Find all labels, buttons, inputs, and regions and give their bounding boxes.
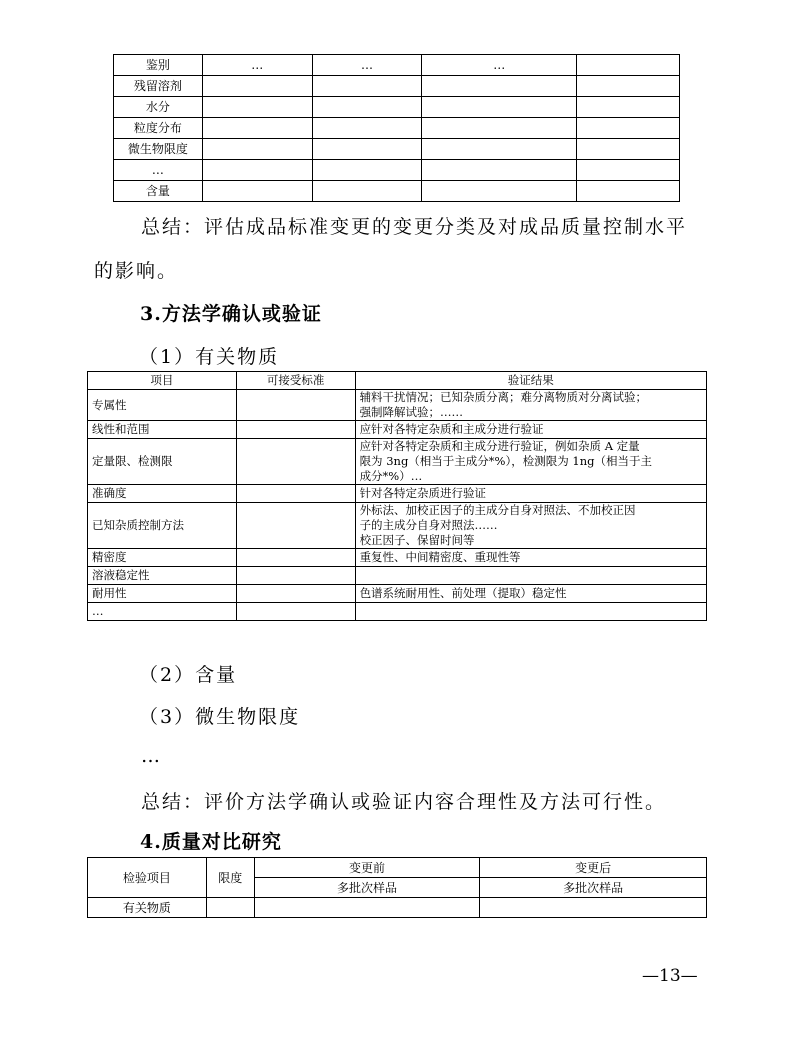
table-cell	[577, 118, 680, 139]
table-row	[88, 421, 707, 439]
table-cell	[355, 603, 706, 621]
table-cell: 辅料干扰情况；已知杂质分离；难分离物质对分离试验； 强制降解试验；……	[355, 390, 706, 421]
row-label: 准确度	[88, 485, 237, 503]
subsection-2-title: （2）含量	[139, 664, 238, 686]
section-4-heading: 4.质量对比研究	[140, 831, 282, 853]
table-cell: …	[312, 55, 422, 76]
table-row	[114, 76, 680, 97]
table-cell	[236, 585, 355, 603]
table-cell: 外标法、加校正因子的主成分自身对照法、不加校正因 子的主成分自身对照法…… 校正因子、保留时间等	[355, 503, 706, 549]
table-row	[88, 603, 707, 621]
ellipsis-line: …	[141, 745, 162, 767]
row-label: 耐用性	[88, 585, 237, 603]
table-row	[114, 160, 680, 181]
table-cell	[236, 390, 355, 421]
table-cell	[422, 118, 577, 139]
row-label: 鉴别	[114, 55, 203, 76]
table-cell	[236, 439, 355, 485]
table-cell	[355, 567, 706, 585]
table-row	[88, 503, 707, 549]
table-header-row	[88, 372, 707, 390]
table-row	[114, 139, 680, 160]
table-cell	[236, 567, 355, 585]
table-cell	[577, 97, 680, 118]
table-cell	[236, 549, 355, 567]
subheader-before-samples: 多批次样品	[254, 878, 480, 898]
table-row	[88, 585, 707, 603]
subheader-after-samples: 多批次样品	[480, 878, 707, 898]
table-cell: 应针对各特定杂质和主成分进行验证，例如杂质 A 定量 限为 3ng（相当于主成分*%），检测限为 1ng（相当于主 成分*%）…	[355, 439, 706, 485]
row-label: 水分	[114, 97, 203, 118]
row-label: 粒度分布	[114, 118, 203, 139]
subsection-3-title: （3）微生物限度	[139, 706, 301, 728]
table-cell	[202, 76, 312, 97]
row-label: 含量	[114, 181, 203, 202]
table-cell	[202, 97, 312, 118]
table-cell: 重复性、中间精密度、重现性等	[355, 549, 706, 567]
table-cell	[236, 485, 355, 503]
table-cell	[202, 160, 312, 181]
table-cell	[577, 139, 680, 160]
header-before-change: 变更前	[254, 858, 480, 878]
table-cell	[312, 118, 422, 139]
table-method-validation	[87, 371, 707, 621]
table-cell	[254, 898, 480, 918]
table-row	[114, 97, 680, 118]
row-label: 已知杂质控制方法	[88, 503, 237, 549]
table-cell	[422, 97, 577, 118]
table-cell	[312, 139, 422, 160]
table-row	[88, 567, 707, 585]
row-label: 残留溶剂	[114, 76, 203, 97]
table-row	[114, 55, 680, 76]
table-cell	[312, 160, 422, 181]
table-cell	[312, 97, 422, 118]
table-row	[114, 118, 680, 139]
table-cell: 针对各特定杂质进行验证	[355, 485, 706, 503]
column-header: 可接受标准	[236, 372, 355, 390]
column-header: 项目	[88, 372, 237, 390]
table-cell	[312, 181, 422, 202]
table-cell: …	[422, 55, 577, 76]
table-control-items	[113, 54, 680, 202]
row-label: …	[114, 160, 203, 181]
table-quality-comparison	[87, 857, 707, 918]
table-cell	[202, 118, 312, 139]
table-cell: 色谱系统耐用性、前处理（提取）稳定性	[355, 585, 706, 603]
header-inspection-item: 检验项目	[88, 858, 207, 898]
header-limit: 限度	[206, 858, 254, 898]
table-cell	[577, 55, 680, 76]
table-cell	[202, 139, 312, 160]
table-cell	[577, 160, 680, 181]
row-label: 精密度	[88, 549, 237, 567]
table-row	[88, 439, 707, 485]
table-row	[88, 549, 707, 567]
row-label: 微生物限度	[114, 139, 203, 160]
summary-2: 总结：评价方法学确认或验证内容合理性及方法可行性。	[141, 791, 667, 813]
table-row	[88, 485, 707, 503]
row-label: 专属性	[88, 390, 237, 421]
table-cell	[480, 898, 707, 918]
table-cell: 应针对各特定杂质和主成分进行验证	[355, 421, 706, 439]
table-cell	[422, 76, 577, 97]
table-cell: …	[202, 55, 312, 76]
table-row	[114, 181, 680, 202]
page-number: —13—	[642, 966, 698, 986]
row-label: 定量限、检测限	[88, 439, 237, 485]
summary-1-line-1: 总结：评估成品标准变更的变更分类及对成品质量控制水平	[141, 216, 688, 238]
section-3-heading: 3.方法学确认或验证	[140, 303, 322, 325]
subsection-1-title: （1）有关物质	[139, 346, 280, 368]
table-cell	[312, 76, 422, 97]
table-cell	[206, 898, 254, 918]
table-cell	[236, 421, 355, 439]
row-label: 线性和范围	[88, 421, 237, 439]
summary-1-line-2: 的影响。	[94, 260, 179, 282]
row-label: …	[88, 603, 237, 621]
table-cell	[422, 139, 577, 160]
table-cell	[202, 181, 312, 202]
table-cell	[422, 160, 577, 181]
table-cell	[236, 603, 355, 621]
header-after-change: 变更后	[480, 858, 707, 878]
table-cell	[577, 181, 680, 202]
row-label: 溶液稳定性	[88, 567, 237, 585]
table-row	[88, 390, 707, 421]
table-cell	[236, 503, 355, 549]
row-related-substances: 有关物质	[88, 898, 207, 918]
table-cell	[577, 76, 680, 97]
table-cell	[422, 181, 577, 202]
column-header: 验证结果	[355, 372, 706, 390]
